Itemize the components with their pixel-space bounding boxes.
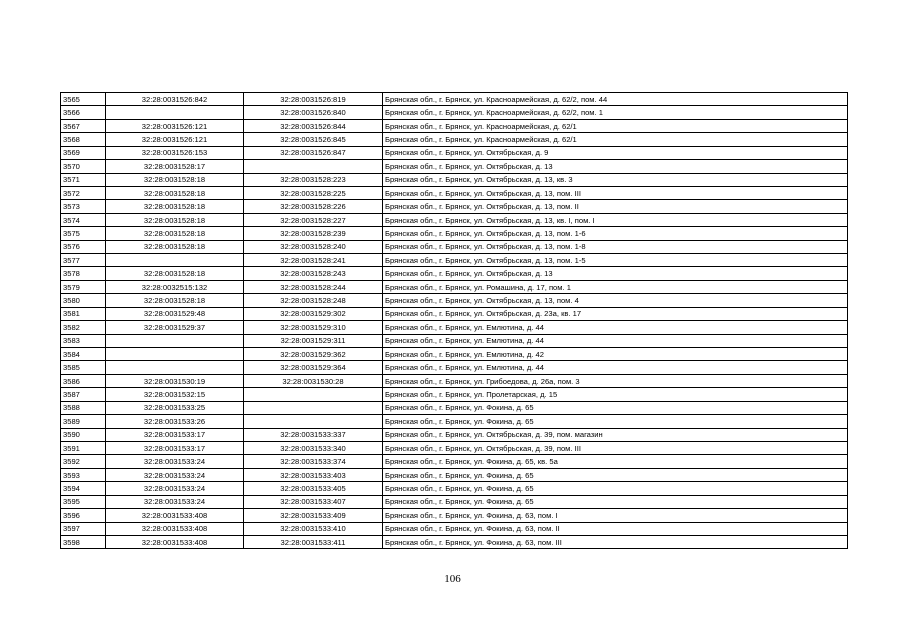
- table-row: [61, 307, 848, 320]
- source-cadastral-number-cell: 32:28:0031533:25: [106, 401, 244, 414]
- cadastral-number-cell: 32:28:0031529:310: [244, 321, 383, 334]
- row-number-cell: 3577: [61, 254, 106, 267]
- table-row: [61, 240, 848, 253]
- cadastral-number-cell: 32:28:0031526:844: [244, 119, 383, 132]
- row-number-cell: 3592: [61, 455, 106, 468]
- source-cadastral-number-cell: 32:28:0031529:48: [106, 307, 244, 320]
- address-cell: Брянская обл., г. Брянск, ул. Пролетарская, д. 15: [383, 388, 848, 401]
- table-row: [61, 186, 848, 199]
- source-cadastral-number-cell: 32:28:0031532:15: [106, 388, 244, 401]
- table-row: [61, 267, 848, 280]
- table-row: [61, 254, 848, 267]
- source-cadastral-number-cell: 32:28:0031528:18: [106, 213, 244, 226]
- address-cell: Брянская обл., г. Брянск, ул. Емлютина, д. 44: [383, 361, 848, 374]
- row-number-cell: 3565: [61, 93, 106, 106]
- address-cell: Брянская обл., г. Брянск, ул. Октябрьская, д. 23а, кв. 17: [383, 307, 848, 320]
- table-row: [61, 455, 848, 468]
- cadastral-number-cell: [244, 401, 383, 414]
- address-cell: Брянская обл., г. Брянск, ул. Фокина, д. 65: [383, 468, 848, 481]
- source-cadastral-number-cell: [106, 254, 244, 267]
- table-row: [61, 388, 848, 401]
- cadastral-number-cell: 32:28:0031528:248: [244, 294, 383, 307]
- address-cell: Брянская обл., г. Брянск, ул. Красноармейская, д. 62/1: [383, 133, 848, 146]
- row-number-cell: 3580: [61, 294, 106, 307]
- address-cell: Брянская обл., г. Брянск, ул. Октябрьская, д. 13, пом. 4: [383, 294, 848, 307]
- cadastral-number-cell: 32:28:0031533:409: [244, 509, 383, 522]
- table-row: [61, 106, 848, 119]
- row-number-cell: 3594: [61, 482, 106, 495]
- source-cadastral-number-cell: 32:28:0031533:24: [106, 495, 244, 508]
- cadastral-number-cell: 32:28:0031533:374: [244, 455, 383, 468]
- cadastral-number-cell: 32:28:0031528:225: [244, 186, 383, 199]
- address-cell: Брянская обл., г. Брянск, ул. Октябрьская, д. 13, пом. III: [383, 186, 848, 199]
- source-cadastral-number-cell: 32:28:0031533:408: [106, 535, 244, 548]
- table-row: [61, 160, 848, 173]
- table-row: [61, 93, 848, 106]
- row-number-cell: 3585: [61, 361, 106, 374]
- source-cadastral-number-cell: [106, 348, 244, 361]
- cadastral-number-cell: 32:28:0031528:223: [244, 173, 383, 186]
- row-number-cell: 3596: [61, 509, 106, 522]
- table-row: [61, 361, 848, 374]
- address-cell: Брянская обл., г. Брянск, ул. Красноармейская, д. 62/1: [383, 119, 848, 132]
- address-cell: Брянская обл., г. Брянск, ул. Октябрьская, д. 13, пом. 1-5: [383, 254, 848, 267]
- cadastral-number-cell: 32:28:0031533:411: [244, 535, 383, 548]
- address-cell: Брянская обл., г. Брянск, ул. Октябрьская, д. 13, кв. I, пом. I: [383, 213, 848, 226]
- row-number-cell: 3581: [61, 307, 106, 320]
- row-number-cell: 3584: [61, 348, 106, 361]
- source-cadastral-number-cell: 32:28:0031530:19: [106, 374, 244, 387]
- source-cadastral-number-cell: 32:28:0031528:17: [106, 160, 244, 173]
- table-row: [61, 334, 848, 347]
- table-row: [61, 482, 848, 495]
- row-number-cell: 3597: [61, 522, 106, 535]
- table-row: [61, 468, 848, 481]
- row-number-cell: 3568: [61, 133, 106, 146]
- row-number-cell: 3595: [61, 495, 106, 508]
- table-row: [61, 119, 848, 132]
- table-row: [61, 294, 848, 307]
- cadastral-number-cell: 32:28:0031530:28: [244, 374, 383, 387]
- address-cell: Брянская обл., г. Брянск, ул. Ромашина, д. 17, пом. 1: [383, 280, 848, 293]
- address-cell: Брянская обл., г. Брянск, ул. Фокина, д. 65: [383, 401, 848, 414]
- address-cell: Брянская обл., г. Брянск, ул. Фокина, д. 63, пом. I: [383, 509, 848, 522]
- cadastral-number-cell: 32:28:0031529:311: [244, 334, 383, 347]
- cadastral-table: [60, 92, 848, 549]
- address-cell: Брянская обл., г. Брянск, ул. Фокина, д. 65: [383, 415, 848, 428]
- source-cadastral-number-cell: 32:28:0031533:408: [106, 522, 244, 535]
- address-cell: Брянская обл., г. Брянск, ул. Октябрьская, д. 13: [383, 267, 848, 280]
- table-row: [61, 428, 848, 441]
- row-number-cell: 3569: [61, 146, 106, 159]
- address-cell: Брянская обл., г. Брянск, ул. Фокина, д. 65, кв. 5а: [383, 455, 848, 468]
- address-cell: Брянская обл., г. Брянск, ул. Октябрьская, д. 13, пом. II: [383, 200, 848, 213]
- cadastral-number-cell: [244, 415, 383, 428]
- source-cadastral-number-cell: 32:28:0031528:18: [106, 227, 244, 240]
- cadastral-number-cell: [244, 388, 383, 401]
- row-number-cell: 3593: [61, 468, 106, 481]
- address-cell: Брянская обл., г. Брянск, ул. Грибоедова, д. 26а, пом. 3: [383, 374, 848, 387]
- cadastral-number-cell: 32:28:0031533:337: [244, 428, 383, 441]
- source-cadastral-number-cell: [106, 334, 244, 347]
- source-cadastral-number-cell: 32:28:0031533:408: [106, 509, 244, 522]
- source-cadastral-number-cell: [106, 106, 244, 119]
- address-cell: Брянская обл., г. Брянск, ул. Фокина, д. 65: [383, 495, 848, 508]
- table-row: [61, 522, 848, 535]
- row-number-cell: 3579: [61, 280, 106, 293]
- table-row: [61, 280, 848, 293]
- table-row: [61, 227, 848, 240]
- row-number-cell: 3578: [61, 267, 106, 280]
- table-row: [61, 200, 848, 213]
- address-cell: Брянская обл., г. Брянск, ул. Фокина, д. 63, пом. II: [383, 522, 848, 535]
- source-cadastral-number-cell: 32:28:0031533:26: [106, 415, 244, 428]
- address-cell: Брянская обл., г. Брянск, ул. Фокина, д. 65: [383, 482, 848, 495]
- table-body: [61, 93, 848, 549]
- row-number-cell: 3590: [61, 428, 106, 441]
- source-cadastral-number-cell: 32:28:0031526:842: [106, 93, 244, 106]
- source-cadastral-number-cell: 32:28:0031526:121: [106, 133, 244, 146]
- source-cadastral-number-cell: [106, 361, 244, 374]
- address-cell: Брянская обл., г. Брянск, ул. Октябрьская, д. 39, пом. магазин: [383, 428, 848, 441]
- cadastral-number-cell: 32:28:0031528:239: [244, 227, 383, 240]
- row-number-cell: 3598: [61, 535, 106, 548]
- source-cadastral-number-cell: 32:28:0032515:132: [106, 280, 244, 293]
- row-number-cell: 3575: [61, 227, 106, 240]
- table-row: [61, 509, 848, 522]
- source-cadastral-number-cell: 32:28:0031528:18: [106, 173, 244, 186]
- address-cell: Брянская обл., г. Брянск, ул. Октябрьская, д. 9: [383, 146, 848, 159]
- cadastral-number-cell: 32:28:0031526:840: [244, 106, 383, 119]
- cadastral-number-cell: 32:28:0031526:847: [244, 146, 383, 159]
- cadastral-number-cell: 32:28:0031529:302: [244, 307, 383, 320]
- cadastral-number-cell: 32:28:0031533:407: [244, 495, 383, 508]
- address-cell: Брянская обл., г. Брянск, ул. Емлютина, д. 44: [383, 321, 848, 334]
- row-number-cell: 3591: [61, 441, 106, 454]
- table-row: [61, 348, 848, 361]
- source-cadastral-number-cell: 32:28:0031528:18: [106, 186, 244, 199]
- table-row: [61, 535, 848, 548]
- cadastral-number-cell: 32:28:0031533:410: [244, 522, 383, 535]
- address-cell: Брянская обл., г. Брянск, ул. Октябрьская, д. 13, кв. 3: [383, 173, 848, 186]
- page-number: 106: [444, 573, 461, 585]
- cadastral-number-cell: 32:28:0031528:243: [244, 267, 383, 280]
- cadastral-number-cell: 32:28:0031528:240: [244, 240, 383, 253]
- row-number-cell: 3573: [61, 200, 106, 213]
- table-row: [61, 321, 848, 334]
- cadastral-number-cell: 32:28:0031526:845: [244, 133, 383, 146]
- row-number-cell: 3582: [61, 321, 106, 334]
- source-cadastral-number-cell: 32:28:0031533:17: [106, 428, 244, 441]
- row-number-cell: 3583: [61, 334, 106, 347]
- cadastral-number-cell: [244, 160, 383, 173]
- source-cadastral-number-cell: 32:28:0031526:121: [106, 119, 244, 132]
- table-row: [61, 213, 848, 226]
- cadastral-number-cell: 32:28:0031529:364: [244, 361, 383, 374]
- row-number-cell: 3570: [61, 160, 106, 173]
- source-cadastral-number-cell: 32:28:0031526:153: [106, 146, 244, 159]
- source-cadastral-number-cell: 32:28:0031533:17: [106, 441, 244, 454]
- address-cell: Брянская обл., г. Брянск, ул. Емлютина, д. 44: [383, 334, 848, 347]
- source-cadastral-number-cell: 32:28:0031533:24: [106, 455, 244, 468]
- row-number-cell: 3588: [61, 401, 106, 414]
- table-row: [61, 374, 848, 387]
- cadastral-number-cell: 32:28:0031528:241: [244, 254, 383, 267]
- source-cadastral-number-cell: 32:28:0031528:18: [106, 294, 244, 307]
- source-cadastral-number-cell: 32:28:0031528:18: [106, 200, 244, 213]
- table-row: [61, 146, 848, 159]
- source-cadastral-number-cell: 32:28:0031533:24: [106, 468, 244, 481]
- address-cell: Брянская обл., г. Брянск, ул. Красноармейская, д. 62/2, пом. 44: [383, 93, 848, 106]
- table-row: [61, 173, 848, 186]
- row-number-cell: 3566: [61, 106, 106, 119]
- source-cadastral-number-cell: 32:28:0031528:18: [106, 267, 244, 280]
- row-number-cell: 3587: [61, 388, 106, 401]
- row-number-cell: 3567: [61, 119, 106, 132]
- cadastral-number-cell: 32:28:0031533:340: [244, 441, 383, 454]
- cadastral-number-cell: 32:28:0031528:244: [244, 280, 383, 293]
- cadastral-number-cell: 32:28:0031533:405: [244, 482, 383, 495]
- source-cadastral-number-cell: 32:28:0031533:24: [106, 482, 244, 495]
- table-row: [61, 495, 848, 508]
- row-number-cell: 3589: [61, 415, 106, 428]
- table-row: [61, 441, 848, 454]
- source-cadastral-number-cell: 32:28:0031528:18: [106, 240, 244, 253]
- cadastral-number-cell: 32:28:0031528:227: [244, 213, 383, 226]
- address-cell: Брянская обл., г. Брянск, ул. Красноармейская, д. 62/2, пом. 1: [383, 106, 848, 119]
- address-cell: Брянская обл., г. Брянск, ул. Емлютина, д. 42: [383, 348, 848, 361]
- row-number-cell: 3576: [61, 240, 106, 253]
- address-cell: Брянская обл., г. Брянск, ул. Фокина, д. 63, пом. III: [383, 535, 848, 548]
- row-number-cell: 3586: [61, 374, 106, 387]
- row-number-cell: 3574: [61, 213, 106, 226]
- cadastral-number-cell: 32:28:0031528:226: [244, 200, 383, 213]
- cadastral-number-cell: 32:28:0031529:362: [244, 348, 383, 361]
- source-cadastral-number-cell: 32:28:0031529:37: [106, 321, 244, 334]
- cadastral-number-cell: 32:28:0031533:403: [244, 468, 383, 481]
- address-cell: Брянская обл., г. Брянск, ул. Октябрьская, д. 13, пом. 1-6: [383, 227, 848, 240]
- table-row: [61, 401, 848, 414]
- cadastral-number-cell: 32:28:0031526:819: [244, 93, 383, 106]
- table-row: [61, 133, 848, 146]
- address-cell: Брянская обл., г. Брянск, ул. Октябрьская, д. 13, пом. 1-8: [383, 240, 848, 253]
- address-cell: Брянская обл., г. Брянск, ул. Октябрьская, д. 13: [383, 160, 848, 173]
- row-number-cell: 3571: [61, 173, 106, 186]
- table-row: [61, 415, 848, 428]
- row-number-cell: 3572: [61, 186, 106, 199]
- address-cell: Брянская обл., г. Брянск, ул. Октябрьская, д. 39, пом. III: [383, 441, 848, 454]
